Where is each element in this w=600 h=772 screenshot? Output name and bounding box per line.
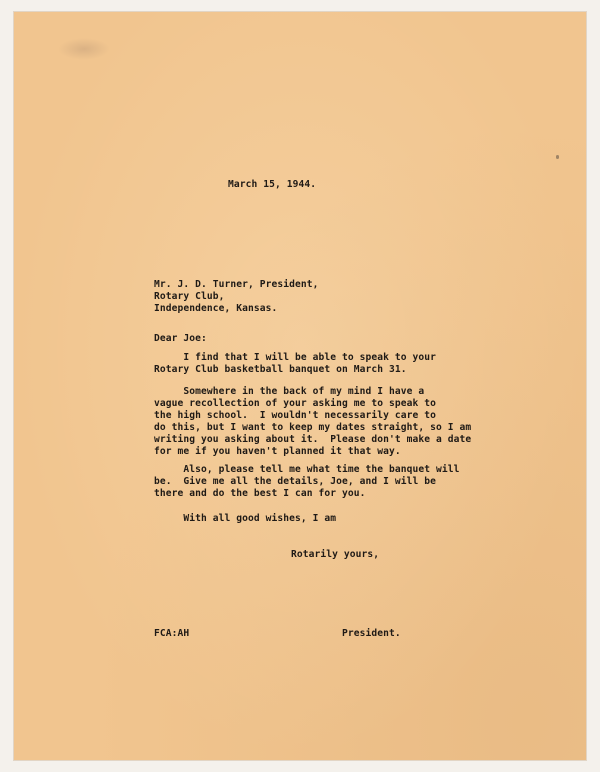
paragraph-line: be. Give me all the details, Joe, and I will be bbox=[154, 476, 437, 487]
signature-title: President. bbox=[342, 628, 401, 639]
body-paragraph-3 bbox=[154, 464, 460, 500]
recipient-line: Mr. J. D. Turner, President, bbox=[154, 279, 319, 290]
body-paragraph-2 bbox=[154, 386, 471, 458]
paragraph-line: do this, but I want to keep my dates straight, so I am bbox=[154, 422, 472, 433]
recipient-address bbox=[154, 279, 319, 315]
complimentary-close: Rotarily yours, bbox=[291, 549, 380, 560]
paragraph-line: With all good wishes, I am bbox=[154, 513, 337, 524]
paragraph-line: for me if you haven't planned it that way. bbox=[154, 446, 401, 457]
letter-date: March 15, 1944. bbox=[228, 179, 317, 190]
pencil-smudge-mark bbox=[58, 38, 110, 60]
reference-initials: FCA:AH bbox=[154, 628, 190, 639]
paragraph-line: writing you asking about it. Please don't make a date bbox=[154, 434, 472, 445]
paragraph-line: vague recollection of your asking me to speak to bbox=[154, 398, 437, 409]
salutation: Dear Joe: bbox=[154, 333, 207, 344]
ink-dot-mark bbox=[556, 155, 559, 159]
paragraph-line: the high school. I wouldn't necessarily care to bbox=[154, 410, 437, 421]
recipient-line: Independence, Kansas. bbox=[154, 303, 278, 314]
body-paragraph-4 bbox=[154, 513, 336, 525]
paragraph-line: there and do the best I can for you. bbox=[154, 488, 366, 499]
paragraph-line: Also, please tell me what time the banquet will bbox=[154, 464, 460, 475]
paragraph-line: Somewhere in the back of my mind I have a bbox=[154, 386, 425, 397]
letter-page bbox=[14, 12, 586, 760]
recipient-line: Rotary Club, bbox=[154, 291, 225, 302]
paragraph-line: I find that I will be able to speak to your bbox=[154, 352, 437, 363]
body-paragraph-1 bbox=[154, 352, 436, 376]
paragraph-line: Rotary Club basketball banquet on March 31. bbox=[154, 364, 407, 375]
